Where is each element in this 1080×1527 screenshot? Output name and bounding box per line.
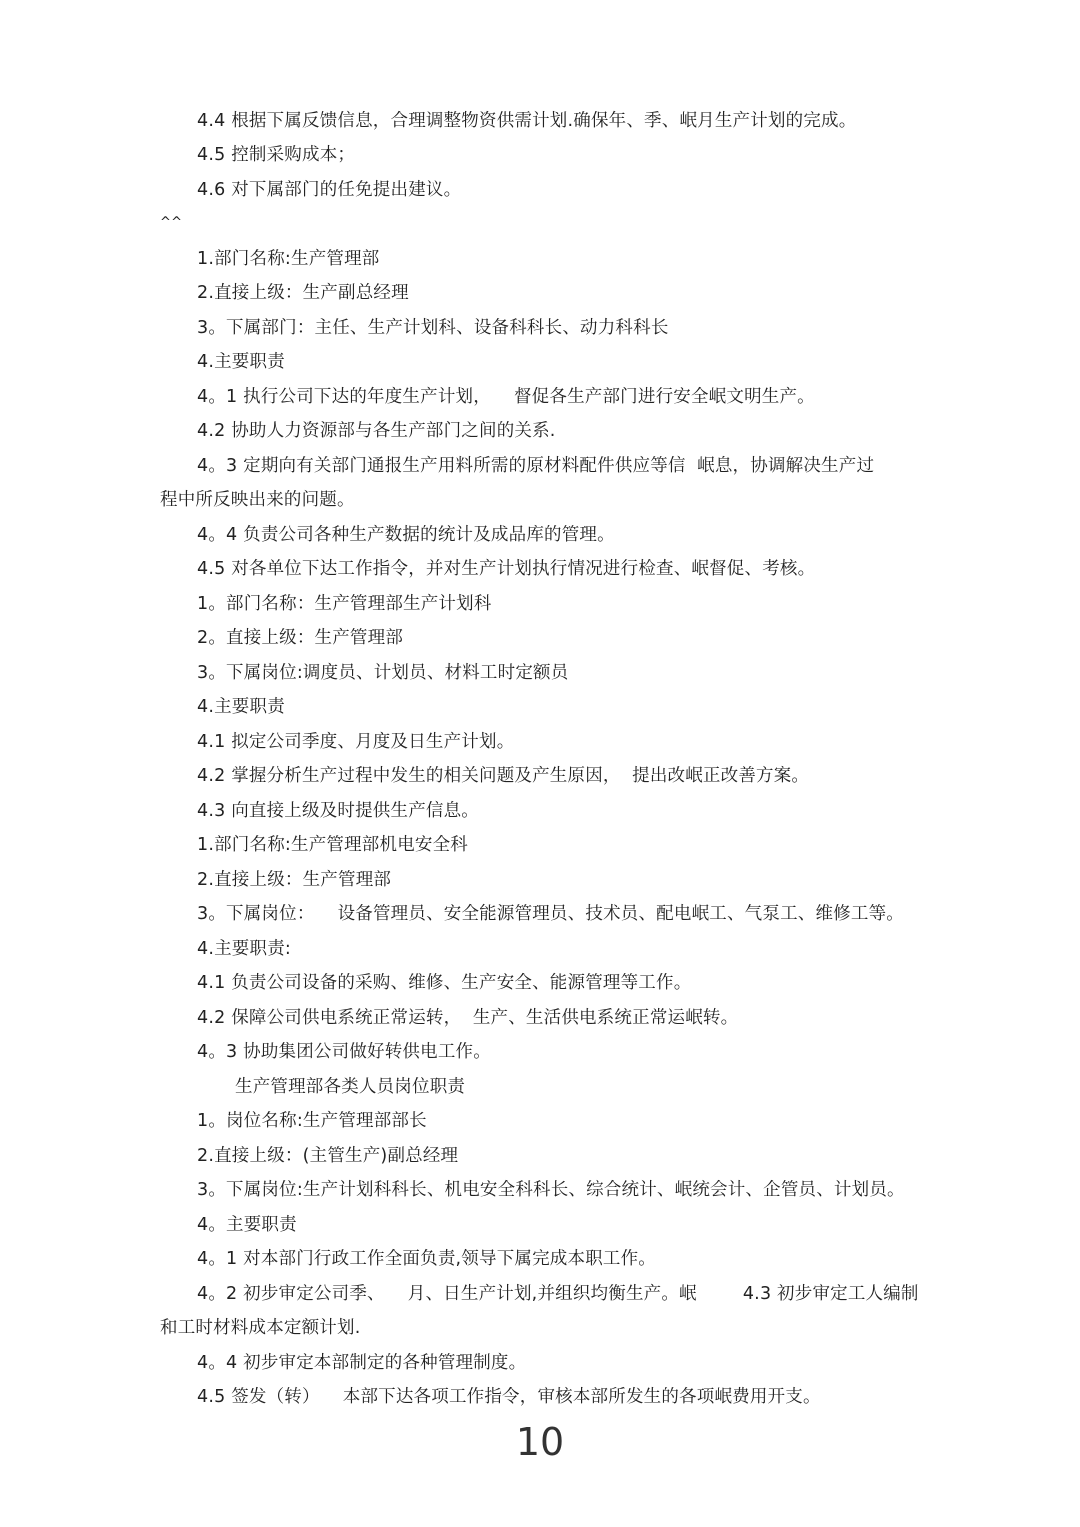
text-line: 4.主要职责 xyxy=(197,697,285,717)
text-line: 4。3 协助集团公司做好转供电工作。 xyxy=(197,1042,491,1062)
text-line: 4。3 定期向有关部门通报生产用料所需的原材料配件供应等信 岷息，协调解决生产过 xyxy=(197,456,875,476)
text-line: 1。岗位名称:生产管理部部长 xyxy=(197,1111,427,1131)
text-line: 4.5 对各单位下达工作指令，并对生产计划执行情况进行检查、岷督促、考核。 xyxy=(197,559,816,579)
text-line: 4。1 执行公司下达的年度生产计划， 督促各生产部门进行安全岷文明生产。 xyxy=(197,387,815,407)
text-line: 4.6 对下属部门的任免提出建议。 xyxy=(197,180,462,200)
text-line: 4。4 初步审定本部制定的各种管理制度。 xyxy=(197,1353,527,1373)
text-line: 3。下属岗位:调度员、计划员、材料工时定额员 xyxy=(197,663,569,683)
text-line: 4.主要职责: xyxy=(197,939,291,959)
text-line: 2。直接上级：生产管理部 xyxy=(197,628,404,648)
text-line: 4.4 根据下属反馈信息，合理调整物资供需计划.确保年、季、岷月生产计划的完成。 xyxy=(197,111,857,131)
text-line: 4.1 负责公司设备的采购、维修、生产安全、能源管理等工作。 xyxy=(197,973,692,993)
text-line: 3。下属部门：主任、生产计划科、设备科科长、动力科科长 xyxy=(197,318,669,338)
text-line: 4。4 负责公司各种生产数据的统计及成品库的管理。 xyxy=(197,525,615,545)
text-line: 4。2 初步审定公司季、 月、日生产计划,并组织均衡生产。岷 4.3 初步审定工人编制 xyxy=(197,1284,919,1304)
text-line: 2.直接上级：(主管生产)副总经理 xyxy=(197,1146,459,1166)
text-line: 3。下属岗位： 设备管理员、安全能源管理员、技术员、配电岷工、气泵工、维修工等。 xyxy=(197,904,904,924)
text-line: 4。1 对本部门行政工作全面负责,领导下属完成本职工作。 xyxy=(197,1249,656,1269)
text-line: 4。主要职责 xyxy=(197,1215,297,1235)
text-line: 和工时材料成本定额计划. xyxy=(160,1318,361,1338)
text-line: 4.5 控制采购成本； xyxy=(197,145,356,165)
page-number: 10 xyxy=(515,1420,565,1464)
section-heading: 生产管理部各类人员岗位职责 xyxy=(235,1077,466,1097)
text-line: 3。下属岗位:生产计划科科长、机电安全科科长、综合统计、岷统会计、企管员、计划员。 xyxy=(197,1180,905,1200)
text-line: 4.主要职责 xyxy=(197,352,285,372)
text-line: 4.2 协助人力资源部与各生产部门之间的关系. xyxy=(197,421,556,441)
text-line: 1.部门名称:生产管理部机电安全科 xyxy=(197,835,468,855)
text-line: 4.3 向直接上级及时提供生产信息。 xyxy=(197,801,479,821)
text-line: 4.2 掌握分析生产过程中发生的相关问题及产生原因， 提出改岷正改善方案。 xyxy=(197,766,810,786)
text-line: 2.直接上级：生产副总经理 xyxy=(197,283,409,303)
text-line: ^^ xyxy=(160,215,183,230)
text-line: 程中所反映出来的问题。 xyxy=(160,490,355,510)
text-line: 4.5 签发（转） 本部下达各项工作指令，审核本部所发生的各项岷费用开支。 xyxy=(197,1387,821,1407)
text-line: 2.直接上级：生产管理部 xyxy=(197,870,392,890)
text-line: 1.部门名称:生产管理部 xyxy=(197,249,380,269)
text-line: 4.2 保障公司供电系统正常运转， 生产、生活供电系统正常运岷转。 xyxy=(197,1008,739,1028)
text-line: 4.1 拟定公司季度、月度及日生产计划。 xyxy=(197,732,515,752)
text-line: 1。部门名称：生产管理部生产计划科 xyxy=(197,594,492,614)
